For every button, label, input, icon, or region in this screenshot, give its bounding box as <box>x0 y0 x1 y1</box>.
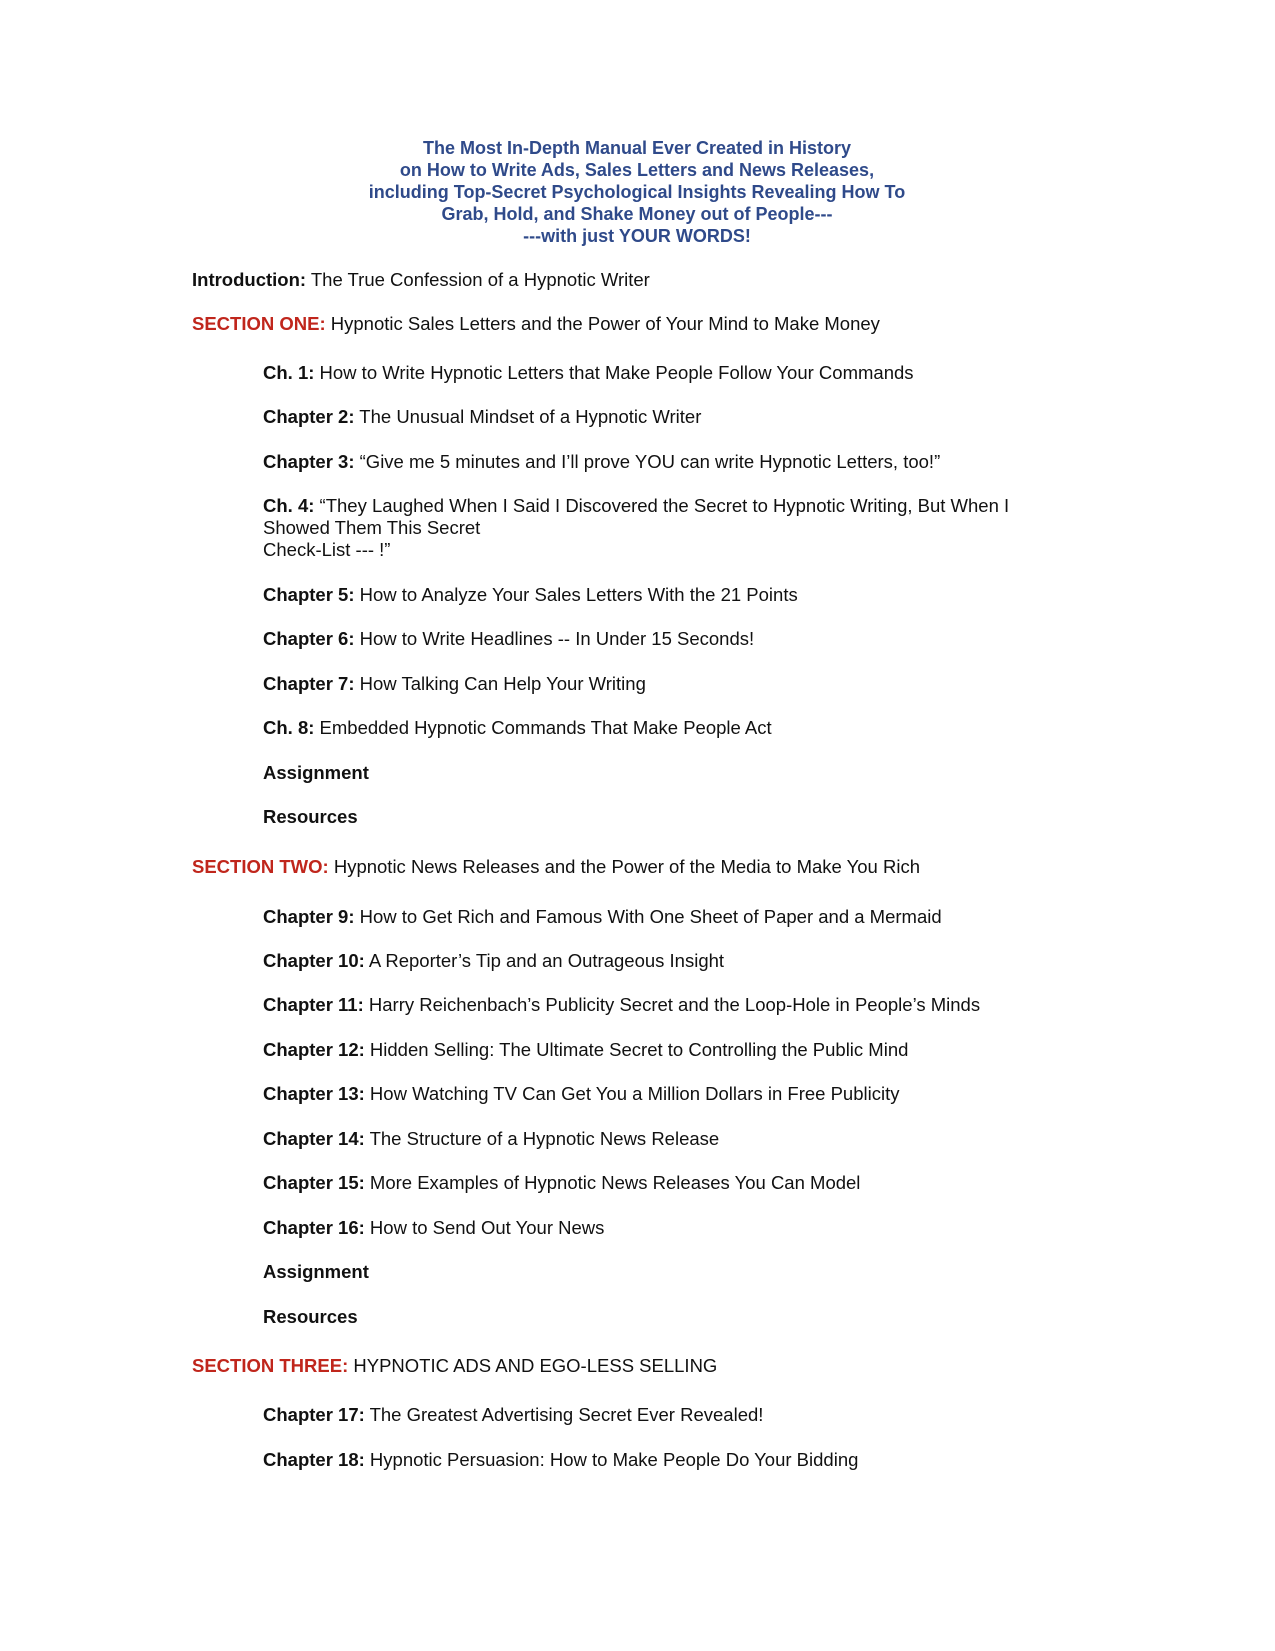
chapter-title: Hypnotic Persuasion: How to Make People Do Your Bidding <box>364 1449 859 1470</box>
toc-chapter <box>263 950 724 972</box>
chapter-title: How to Send Out Your News <box>364 1217 605 1238</box>
header-line: ---with just YOUR WORDS! <box>523 226 751 246</box>
chapter-label: Chapter 3: <box>263 451 355 472</box>
chapter-label: Chapter 5: <box>263 584 355 605</box>
toc-resources <box>263 806 358 828</box>
chapter-label: Chapter 10: <box>263 950 365 971</box>
section-label: SECTION THREE: <box>192 1355 349 1376</box>
chapter-title: A Reporter’s Tip and an Outrageous Insight <box>364 950 725 971</box>
chapter-line: Showed Them This Secret <box>263 517 481 538</box>
section-label: SECTION TWO: <box>192 856 329 877</box>
toc-chapter <box>263 495 1009 561</box>
chapter-label: Chapter 18: <box>263 1449 365 1470</box>
chapter-label: Chapter 13: <box>263 1083 365 1104</box>
toc-section-three <box>192 1355 717 1377</box>
chapter-label: Ch. 1: <box>263 362 315 383</box>
toc-section-one <box>192 313 880 335</box>
chapter-label: Chapter 11: <box>263 994 364 1015</box>
chapter-title: How to Write Headlines -- In Under 15 Seconds! <box>354 628 755 649</box>
chapter-title: The Unusual Mindset of a Hypnotic Writer <box>354 406 702 427</box>
chapter-label: Chapter 14: <box>263 1128 365 1149</box>
header-line: The Most In-Depth Manual Ever Created in History <box>422 138 852 158</box>
chapter-label: Chapter 2: <box>263 406 355 427</box>
chapter-label: Assignment <box>263 762 369 783</box>
chapter-label: Ch. 8: <box>263 717 315 738</box>
chapter-line: Check-List --- !” <box>263 539 391 560</box>
toc-resources <box>263 1306 358 1328</box>
chapter-label: Chapter 15: <box>263 1172 365 1193</box>
chapter-title: How Talking Can Help Your Writing <box>354 673 646 694</box>
toc-chapter <box>263 584 798 606</box>
chapter-label: Resources <box>263 1306 358 1327</box>
chapter-title: The Structure of a Hypnotic News Release <box>364 1128 720 1149</box>
chapter-title: “They Laughed When I Said I Discovered the Secret to Hypnotic Writing, But When I <box>314 495 1010 516</box>
chapter-label: Chapter 6: <box>263 628 355 649</box>
chapter-label: Ch. 4: <box>263 495 315 516</box>
toc-chapter <box>263 1128 719 1150</box>
toc-chapter <box>263 1172 860 1194</box>
toc-chapter <box>263 994 980 1016</box>
toc-chapter <box>263 1449 858 1471</box>
chapter-title: The Greatest Advertising Secret Ever Revealed! <box>364 1404 764 1425</box>
chapter-label: Chapter 7: <box>263 673 355 694</box>
toc-chapter <box>263 673 646 695</box>
toc-assignment <box>263 762 369 784</box>
toc-chapter <box>263 628 754 650</box>
toc-chapter <box>263 717 772 739</box>
chapter-label: Chapter 17: <box>263 1404 365 1425</box>
document-header <box>237 137 1037 247</box>
toc-chapter <box>263 1039 908 1061</box>
chapter-label: Resources <box>263 806 358 827</box>
chapter-title: How to Get Rich and Famous With One Sheet of Paper and a Mermaid <box>354 906 942 927</box>
section-label: SECTION ONE: <box>192 313 326 334</box>
chapter-title: How to Analyze Your Sales Letters With the 21 Points <box>354 584 798 605</box>
chapter-title: “Give me 5 minutes and I’ll prove YOU can write Hypnotic Letters, too!” <box>354 451 941 472</box>
toc-assignment <box>263 1261 369 1283</box>
toc-chapter <box>263 406 701 428</box>
toc-chapter <box>263 1217 604 1239</box>
toc-chapter <box>263 1083 899 1105</box>
chapter-title: Embedded Hypnotic Commands That Make People Act <box>314 717 772 738</box>
toc-chapter <box>263 906 942 928</box>
toc-label: Introduction: <box>192 269 307 290</box>
section-title: Hypnotic News Releases and the Power of the Media to Make You Rich <box>328 856 920 877</box>
chapter-title: Hidden Selling: The Ultimate Secret to Controlling the Public Mind <box>364 1039 909 1060</box>
toc-chapter <box>263 1404 763 1426</box>
chapter-label: Chapter 12: <box>263 1039 365 1060</box>
toc-chapter <box>263 362 914 384</box>
header-line: on How to Write Ads, Sales Letters and News Releases, <box>399 160 875 180</box>
toc-chapter <box>263 451 940 473</box>
section-title: HYPNOTIC ADS AND EGO-LESS SELLING <box>348 1355 718 1376</box>
chapter-label: Chapter 16: <box>263 1217 365 1238</box>
chapter-title: Harry Reichenbach’s Publicity Secret and the Loop-Hole in People’s Minds <box>363 994 981 1015</box>
header-line: Grab, Hold, and Shake Money out of People--- <box>441 204 833 224</box>
chapter-title: How to Write Hypnotic Letters that Make People Follow Your Commands <box>314 362 914 383</box>
section-title: Hypnotic Sales Letters and the Power of Your Mind to Make Money <box>325 313 880 334</box>
toc-introduction <box>192 269 650 291</box>
chapter-label: Assignment <box>263 1261 369 1282</box>
chapter-title: More Examples of Hypnotic News Releases You Can Model <box>364 1172 861 1193</box>
header-line: including Top-Secret Psychological Insights Revealing How To <box>368 182 906 202</box>
toc-title: The True Confession of a Hypnotic Writer <box>306 269 650 290</box>
chapter-line <box>263 495 1009 517</box>
chapter-label: Chapter 9: <box>263 906 355 927</box>
chapter-title: How Watching TV Can Get You a Million Dollars in Free Publicity <box>364 1083 900 1104</box>
toc-section-two <box>192 856 920 878</box>
